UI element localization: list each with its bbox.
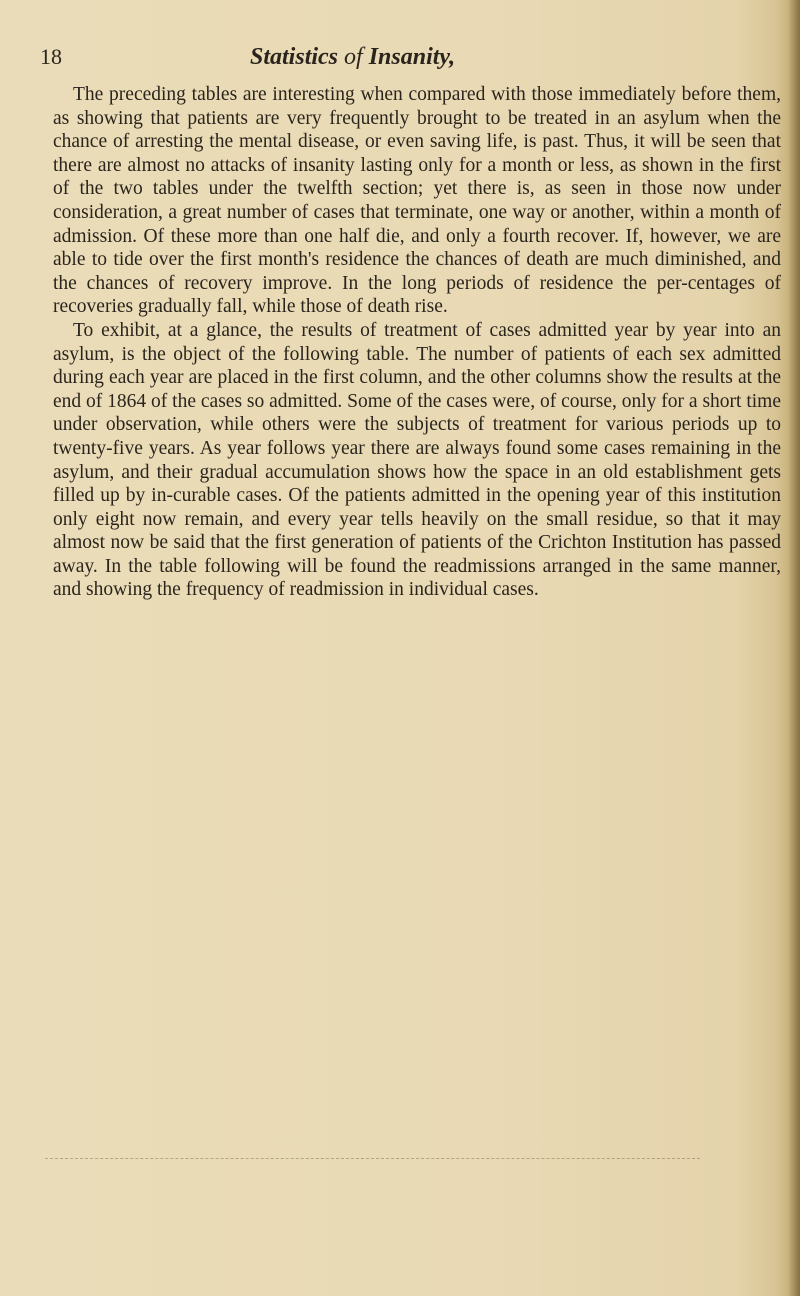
running-title-subject: Insanity,	[368, 44, 456, 70]
faint-rule	[45, 1158, 700, 1159]
page-edge-shadow	[788, 0, 800, 1296]
running-title-of: of	[344, 44, 363, 70]
paragraph-1: The preceding tables are interesting when compared with those immediately before them, as showing that patients are very frequently brought to be treated in an asylum when the chance of arresting the mental disease, or even saving life, is past. Thus, it will be seen that there are almost no attacks of insanity lasting only for a month or less, as shown in the first of the two tables under the twelfth section; yet there is, as seen in those now under consideration, a great number of cases that terminate, one way or another, within a month of admission. Of these more than one half die, and only a fourth recover. If, however, we are able to tide over the first month's residence the chances of death are much diminished, and the chances of recovery improve. In the long periods of residence the per-centages of recoveries gradually fall, while those of death rise.	[53, 84, 781, 318]
running-title-main: Statistics	[250, 44, 339, 70]
paragraph-2: To exhibit, at a glance, the results of treatment of cases admitted year by year into an asylum, is the object of the following table. The number of patients of each sex admitted during each year are placed in the first column, and the other columns show the results at the end of 1864 of the cases so admitted. Some of the cases were, of course, only for a short time under observation, while others were the subjects of treatment for various periods up to twenty-five years. As year follows year there are always found some cases remaining in the asylum, and their gradual accumulation shows how the space in an old establishment gets filled up by in-curable cases. Of the patients admitted in the opening year of this institution only eight now remain, and every year tells heavily on the small residue, so that it may almost now be said that the first generation of patients of the Crichton Institution has passed away. In the table following will be found the readmissions arranged in the same manner, and showing the frequency of readmission in individual cases.	[53, 319, 781, 601]
page-header	[40, 44, 770, 78]
running-title	[250, 44, 455, 71]
body-text	[53, 83, 781, 602]
page-number: 18	[40, 44, 62, 69]
